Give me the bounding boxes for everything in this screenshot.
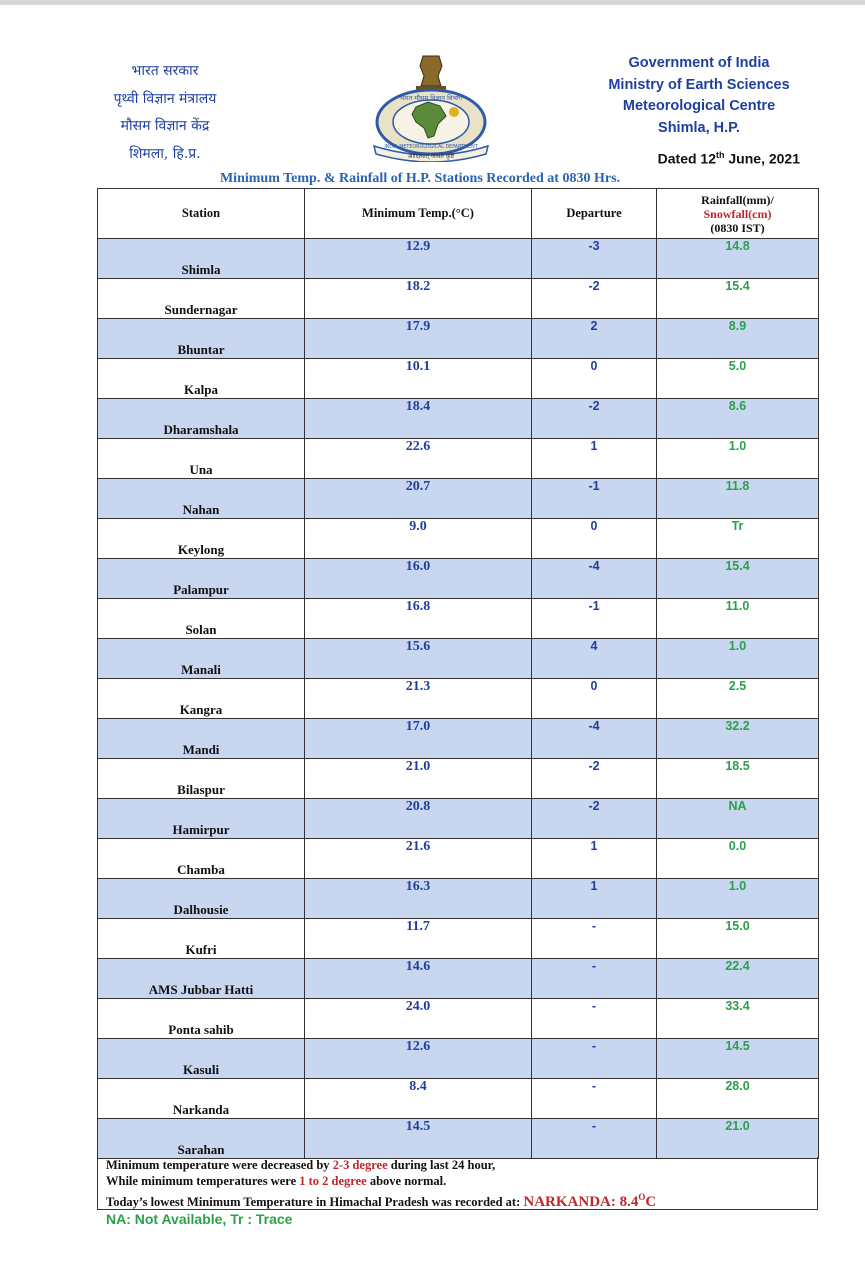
- min-temp-cell: 21.6: [305, 839, 532, 879]
- min-temp-cell: 22.6: [305, 439, 532, 479]
- min-temp-cell: 12.9: [305, 239, 532, 279]
- station-cell: Manali: [98, 639, 305, 679]
- departure-cell: -4: [532, 719, 657, 759]
- departure-cell: -: [532, 1039, 657, 1079]
- table-row: [98, 319, 819, 359]
- note-3a: Today’s lowest Minimum Temperature in Himachal Pradesh was recorded at:: [106, 1195, 524, 1209]
- rainfall-cell: 22.4: [657, 959, 819, 999]
- station-cell: Dharamshala: [98, 399, 305, 439]
- departure-cell: -1: [532, 479, 657, 519]
- station-cell: Bhuntar: [98, 319, 305, 359]
- min-temp-cell: 21.0: [305, 759, 532, 799]
- station-cell: Sundernagar: [98, 279, 305, 319]
- table-row: [98, 879, 819, 919]
- header-rainfall-line1: Rainfall(mm)/: [701, 192, 774, 207]
- min-temp-cell: 18.4: [305, 399, 532, 439]
- table-row: [98, 279, 819, 319]
- table-row: [98, 239, 819, 279]
- rainfall-cell: Tr: [657, 519, 819, 559]
- min-temp-cell: 18.2: [305, 279, 532, 319]
- note-2b: 1 to 2 degree: [299, 1174, 367, 1188]
- header-station: Station: [98, 189, 305, 239]
- departure-cell: -: [532, 959, 657, 999]
- station-table: [97, 188, 819, 1159]
- departure-cell: -4: [532, 559, 657, 599]
- rainfall-cell: 14.8: [657, 239, 819, 279]
- station-cell: Ponta sahib: [98, 999, 305, 1039]
- rainfall-cell: 18.5: [657, 759, 819, 799]
- station-cell: Keylong: [98, 519, 305, 559]
- table-header-row: [98, 189, 819, 239]
- departure-cell: -: [532, 999, 657, 1039]
- station-cell: Nahan: [98, 479, 305, 519]
- departure-cell: 0: [532, 519, 657, 559]
- table-row: [98, 639, 819, 679]
- min-temp-cell: 12.6: [305, 1039, 532, 1079]
- station-cell: Mandi: [98, 719, 305, 759]
- hindi-header: [100, 58, 230, 168]
- station-cell: Kalpa: [98, 359, 305, 399]
- header-departure: Departure: [532, 189, 657, 239]
- table-row: [98, 679, 819, 719]
- table-row: [98, 399, 819, 439]
- note-1b: 2-3 degree: [332, 1158, 388, 1172]
- station-cell: Shimla: [98, 239, 305, 279]
- rainfall-cell: 15.0: [657, 919, 819, 959]
- min-temp-cell: 16.3: [305, 879, 532, 919]
- station-cell: Sarahan: [98, 1119, 305, 1159]
- min-temp-cell: 17.0: [305, 719, 532, 759]
- rainfall-cell: 8.9: [657, 319, 819, 359]
- emblem-top-text: भारत मौसम विज्ञान विभाग: [399, 94, 463, 102]
- rainfall-cell: 15.4: [657, 559, 819, 599]
- english-line: Meteorological Centre: [622, 98, 776, 114]
- table-row: [98, 1119, 819, 1159]
- station-cell: Bilaspur: [98, 759, 305, 799]
- departure-cell: -: [532, 919, 657, 959]
- min-temp-cell: 9.0: [305, 519, 532, 559]
- imd-emblem-icon: [368, 52, 494, 162]
- departure-cell: -3: [532, 239, 657, 279]
- date-suffix: June, 2021: [724, 150, 800, 167]
- header-rainfall: [657, 189, 819, 239]
- table-row: [98, 719, 819, 759]
- date-line: [600, 150, 800, 167]
- table-row: [98, 1079, 819, 1119]
- hindi-line: मौसम विज्ञान केंद्र: [120, 118, 210, 134]
- min-temp-cell: 21.3: [305, 679, 532, 719]
- english-line: Government of India: [628, 55, 770, 71]
- station-cell: Kasuli: [98, 1039, 305, 1079]
- date-sup: th: [716, 150, 725, 160]
- departure-cell: -2: [532, 279, 657, 319]
- hindi-line: शिमला, हि.प्र.: [129, 145, 201, 162]
- min-temp-cell: 11.7: [305, 919, 532, 959]
- departure-cell: -1: [532, 599, 657, 639]
- departure-cell: -: [532, 1119, 657, 1159]
- table-row: [98, 559, 819, 599]
- rainfall-cell: 11.0: [657, 599, 819, 639]
- min-temp-cell: 20.7: [305, 479, 532, 519]
- departure-cell: 1: [532, 879, 657, 919]
- emblem-bottom-text: INDIA METEOROLOGICAL DEPARTMENT: [384, 145, 478, 150]
- note-line-2: [106, 1173, 817, 1189]
- note-line-1: [106, 1157, 817, 1173]
- rainfall-cell: 11.8: [657, 479, 819, 519]
- english-line: Ministry of Earth Sciences: [608, 76, 790, 93]
- note-2a: While minimum temperatures were: [106, 1174, 300, 1188]
- departure-cell: 1: [532, 839, 657, 879]
- rainfall-cell: 32.2: [657, 719, 819, 759]
- rainfall-cell: 1.0: [657, 439, 819, 479]
- note-1c: during last 24 hour,: [387, 1158, 496, 1172]
- rainfall-cell: 33.4: [657, 999, 819, 1039]
- table-row: [98, 359, 819, 399]
- departure-cell: 4: [532, 639, 657, 679]
- rainfall-cell: 1.0: [657, 639, 819, 679]
- station-cell: Hamirpur: [98, 799, 305, 839]
- station-cell: Solan: [98, 599, 305, 639]
- departure-cell: 2: [532, 319, 657, 359]
- table-row: [98, 599, 819, 639]
- station-cell: Kangra: [98, 679, 305, 719]
- station-cell: Dalhousie: [98, 879, 305, 919]
- station-cell: AMS Jubbar Hatti: [98, 959, 305, 999]
- min-temp-cell: 15.6: [305, 639, 532, 679]
- min-temp-cell: 16.8: [305, 599, 532, 639]
- station-cell: Una: [98, 439, 305, 479]
- min-temp-cell: 17.9: [305, 319, 532, 359]
- departure-cell: -2: [532, 759, 657, 799]
- note-3-sup: O: [638, 1192, 646, 1202]
- departure-cell: -: [532, 1079, 657, 1119]
- min-temp-cell: 8.4: [305, 1079, 532, 1119]
- station-cell: Palampur: [98, 559, 305, 599]
- table-row: [98, 479, 819, 519]
- table-row: [98, 1039, 819, 1079]
- note-3b-text: NARKANDA: 8.4: [523, 1194, 639, 1210]
- rainfall-cell: 28.0: [657, 1079, 819, 1119]
- rainfall-cell: 21.0: [657, 1119, 819, 1159]
- english-header: [590, 53, 808, 139]
- rainfall-cell: 15.4: [657, 279, 819, 319]
- header-min-temp: Minimum Temp.(°C): [305, 189, 532, 239]
- station-cell: Narkanda: [98, 1079, 305, 1119]
- header-rainfall-time: (0830 IST): [710, 220, 765, 235]
- table-row: [98, 959, 819, 999]
- table-row: [98, 999, 819, 1039]
- min-temp-cell: 24.0: [305, 999, 532, 1039]
- legend-text: NA: Not Available, Tr : Trace: [106, 1211, 293, 1227]
- table-row: [98, 439, 819, 479]
- table-row: [98, 519, 819, 559]
- rainfall-cell: 2.5: [657, 679, 819, 719]
- emblem-motto: आदित्यात् जायते वृष्टि: [407, 153, 455, 160]
- note-2c: above normal.: [366, 1174, 447, 1188]
- departure-cell: 0: [532, 359, 657, 399]
- departure-cell: 1: [532, 439, 657, 479]
- hindi-line: भारत सरकार: [131, 63, 199, 79]
- rainfall-cell: 0.0: [657, 839, 819, 879]
- note-3c: C: [645, 1194, 657, 1210]
- departure-cell: -2: [532, 399, 657, 439]
- report-subtitle: Minimum Temp. & Rainfall of H.P. Stations Recorded at 0830 Hrs.: [219, 171, 621, 186]
- station-cell: Kufri: [98, 919, 305, 959]
- table-row: [98, 839, 819, 879]
- header-snowfall: Snowfall(cm): [703, 206, 772, 221]
- top-border: [0, 0, 865, 5]
- table-row: [98, 799, 819, 839]
- table-body: [98, 239, 819, 1159]
- min-temp-cell: 14.5: [305, 1119, 532, 1159]
- english-line: Shimla, H.P.: [658, 119, 740, 136]
- note-line-3: [106, 1189, 817, 1210]
- departure-cell: -2: [532, 799, 657, 839]
- table-row: [98, 919, 819, 959]
- rainfall-cell: 5.0: [657, 359, 819, 399]
- note-3b: [523, 1194, 656, 1210]
- rainfall-cell: 1.0: [657, 879, 819, 919]
- table-row: [98, 759, 819, 799]
- rainfall-cell: NA: [657, 799, 819, 839]
- departure-cell: 0: [532, 679, 657, 719]
- min-temp-cell: 20.8: [305, 799, 532, 839]
- min-temp-cell: 16.0: [305, 559, 532, 599]
- rainfall-cell: 14.5: [657, 1039, 819, 1079]
- notes-box: [97, 1157, 818, 1210]
- date-prefix: Dated 12: [657, 150, 716, 167]
- min-temp-cell: 10.1: [305, 359, 532, 399]
- min-temp-cell: 14.6: [305, 959, 532, 999]
- hindi-line: पृथ्वी विज्ञान मंत्रालय: [113, 90, 217, 107]
- rainfall-cell: 8.6: [657, 399, 819, 439]
- note-1a: Minimum temperature were decreased by: [106, 1158, 333, 1172]
- station-cell: Chamba: [98, 839, 305, 879]
